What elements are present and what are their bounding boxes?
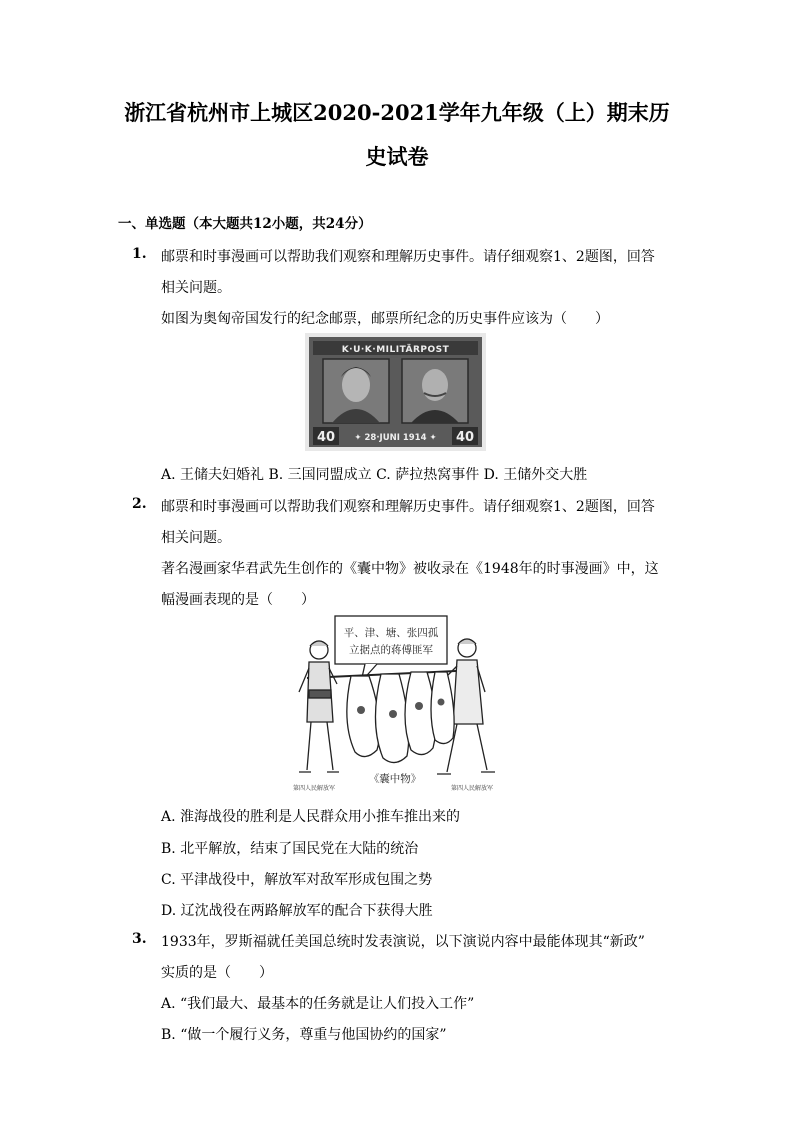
cartoon-caption: 《囊中物》 [368, 773, 422, 785]
exam-title-line2: 史试卷 [365, 144, 429, 169]
commemorative-stamp-image [305, 333, 486, 451]
question-3-number: 3. [132, 931, 147, 947]
exam-title-line1: 浙江省杭州市上城区2020-2021学年九年级（上）期末历 [124, 100, 670, 125]
question-2-text-line3: 著名漫画家华君武先生创作的《囊中物》被收录在《1948年的时事漫画》中，这 [161, 561, 659, 577]
question-1-text-line2: 相关问题。 [161, 280, 231, 296]
section-heading: 一、单选题（本大题共12小题，共24分） [118, 216, 372, 232]
bubble-text-line1: 平、津、塘、张四孤 [343, 627, 439, 639]
question-2-text-line4: 幅漫画表现的是（ ） [161, 592, 315, 608]
stamp-date-text: ✦ 28·JUNI 1914 ✦ [354, 433, 437, 443]
stamp-value-right: 40 [455, 430, 475, 445]
question-1-text-line1: 邮票和时事漫画可以帮助我们观察和理解历史事件。请仔细观察1、2题图，回答 [161, 249, 655, 265]
question-2-number: 2. [132, 496, 147, 512]
cartoon-signature-left: 第四人民解放军 [293, 785, 336, 792]
question-1-options: A. 王储夫妇婚礼 B. 三国同盟成立 C. 萨拉热窝事件 D. 王储外交大胜 [161, 467, 588, 483]
question-3-option-b: B. “做一个履行义务，尊重与他国协约的国家” [161, 1027, 447, 1043]
stamp-header-text: K·U·K·MILITÄRPOST [341, 345, 450, 355]
cartoon-signature-right: 第四人民解放军 [451, 785, 494, 792]
question-2-option-b: B. 北平解放，结束了国民党在大陆的统治 [161, 841, 419, 857]
cartoon-nangzhongwu-image [285, 612, 505, 796]
bubble-text-line2: 立据点的蒋傅匪军 [349, 644, 433, 656]
question-2-option-d: D. 辽沈战役在两路解放军的配合下获得大胜 [161, 903, 433, 919]
question-1-number: 1. [132, 246, 147, 262]
question-2-option-a: A. 淮海战役的胜利是人民群众用小推车推出来的 [161, 809, 461, 825]
stamp-value-left: 40 [316, 430, 336, 445]
question-2-option-c: C. 平津战役中，解放军对敌军形成包围之势 [161, 872, 433, 888]
question-3-text-line1: 1933年，罗斯福就任美国总统时发表演说，以下演说内容中最能体现其“新政” [161, 934, 645, 950]
question-3-option-a: A. “我们最大、最基本的任务就是让人们投入工作” [161, 996, 475, 1012]
question-1-prompt: 如图为奥匈帝国发行的纪念邮票，邮票所纪念的历史事件应该为（ ） [161, 311, 609, 327]
question-2-text-line2: 相关问题。 [161, 530, 231, 546]
question-3-text-line2: 实质的是（ ） [161, 965, 273, 981]
question-2-text-line1: 邮票和时事漫画可以帮助我们观察和理解历史事件。请仔细观察1、2题图，回答 [161, 499, 655, 515]
